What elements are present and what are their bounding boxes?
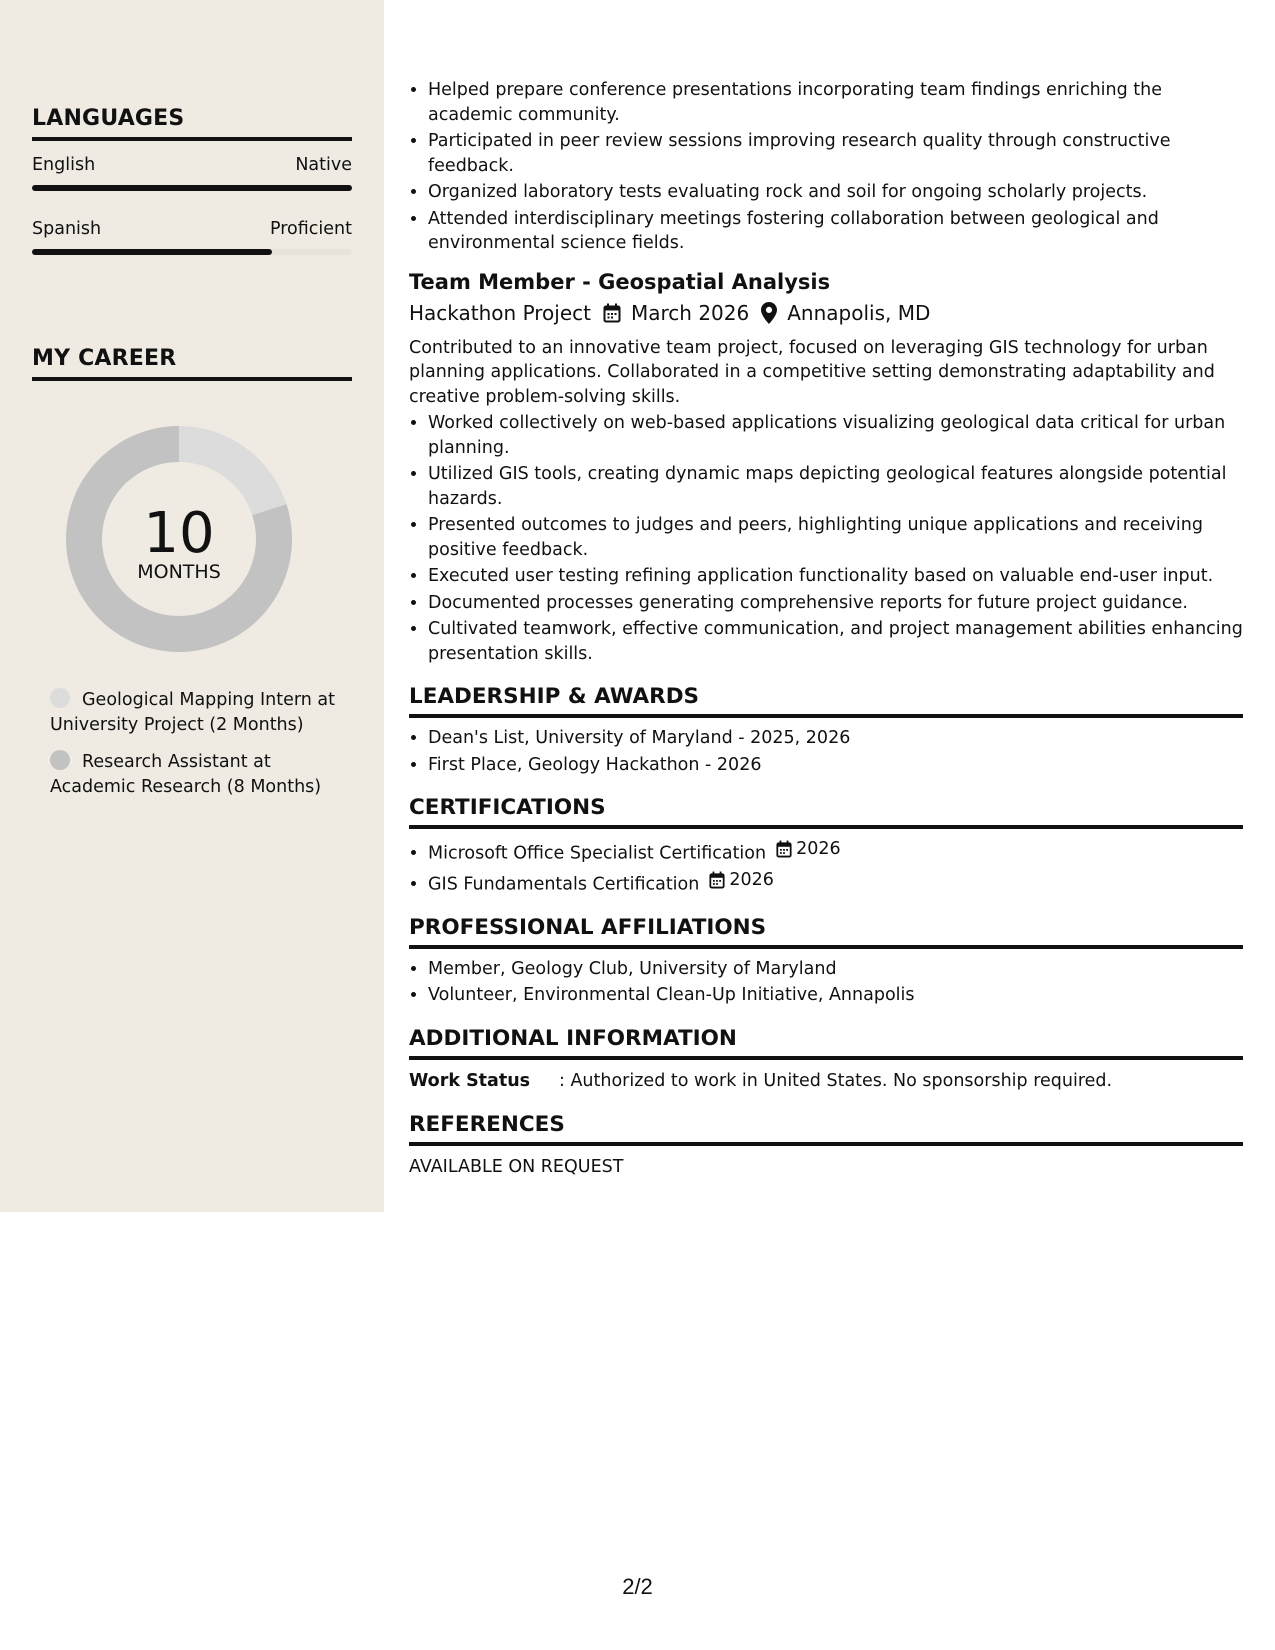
- language-level: Proficient: [270, 219, 352, 239]
- experience-location: Annapolis, MD: [787, 300, 931, 325]
- list-item: • Cultivated teamwork, effective communication, and project management abilities enhancing presentation skills.: [428, 617, 1243, 666]
- list-item: [428, 868, 1243, 897]
- sidebar: [0, 0, 384, 1212]
- page-number: 2/2: [622, 1574, 653, 1599]
- additional-info-section: [409, 1026, 1243, 1094]
- list-item: • Helped prepare conference presentations incorporating team findings enriching the academic community.: [428, 78, 1243, 127]
- certification-name: GIS Fundamentals Certification: [428, 874, 700, 894]
- main-content: [409, 78, 1243, 1180]
- languages-section: [32, 106, 352, 255]
- career-heading: MY CAREER: [32, 346, 352, 381]
- career-legend: [50, 688, 350, 812]
- affiliations-section: [409, 915, 1243, 1008]
- experience-meta: [409, 298, 1243, 328]
- career-total-value: 10: [143, 501, 215, 566]
- work-status-value: : Authorized to work in United States. No sponsorship required.: [559, 1070, 1113, 1091]
- list-item: • Worked collectively on web-based applications visualizing geological data critical for urban planning.: [428, 411, 1243, 460]
- career-legend-label: Geological Mapping Intern at University Project (2 Months): [50, 690, 336, 735]
- references-section: [409, 1112, 1243, 1180]
- references-heading: REFERENCES: [409, 1112, 1243, 1146]
- list-item: • Presented outcomes to judges and peers, highlighting unique applications and receiving positive feedback.: [428, 513, 1243, 562]
- experience-title: Team Member - Geospatial Analysis: [409, 269, 831, 294]
- certification-year-text: 2026: [796, 839, 841, 859]
- previous-role-bullets: [409, 78, 1243, 256]
- list-item: • Executed user testing refining application functionality based on valuable end-user input.: [428, 564, 1243, 589]
- language-proficiency-bar: [32, 249, 352, 255]
- list-item: • Participated in peer review sessions improving research quality through constructive feedback.: [428, 129, 1243, 178]
- certification-name: Microsoft Office Specialist Certification: [428, 843, 767, 864]
- list-item: • Documented processes generating comprehensive reports for future project guidance.: [428, 591, 1243, 616]
- language-level: Native: [295, 155, 352, 175]
- additional-info-heading: ADDITIONAL INFORMATION: [409, 1026, 1243, 1060]
- list-item: • Dean's List, University of Maryland - 2025, 2026: [428, 726, 1243, 751]
- experience-entry: [409, 268, 1243, 667]
- experience-organization: Hackathon Project: [409, 300, 591, 325]
- experience-description: Contributed to an innovative team project, focused on leveraging GIS technology for urban planning applications. Collaborated in a competitive setting demonstrating adaptability and creative problem-solving skills.: [409, 337, 1215, 407]
- list-item: • First Place, Geology Hackathon - 2026: [428, 753, 1243, 778]
- leadership-heading: LEADERSHIP & AWARDS: [409, 684, 1243, 718]
- certifications-heading: CERTIFICATIONS: [409, 795, 1243, 829]
- career-total-unit: MONTHS: [137, 561, 221, 583]
- work-status-row: [409, 1068, 1243, 1094]
- leadership-list: [409, 726, 1243, 777]
- calendar-icon: [603, 303, 621, 323]
- calendar-icon: [776, 840, 792, 858]
- list-item: • Organized laboratory tests evaluating rock and soil for ongoing scholarly projects.: [428, 180, 1243, 205]
- certifications-list: [409, 837, 1243, 897]
- career-section: [32, 346, 352, 381]
- legend-dot-icon: [50, 688, 70, 708]
- references-text: AVAILABLE ON REQUEST: [409, 1156, 624, 1177]
- career-legend-label: Research Assistant at Academic Research (8 Months): [50, 752, 322, 797]
- list-item: • Attended interdisciplinary meetings fostering collaboration between geological and environmental science fields.: [428, 207, 1243, 256]
- career-legend-item: [50, 688, 350, 738]
- list-item: • Volunteer, Environmental Clean-Up Initiative, Annapolis: [428, 983, 1243, 1008]
- affiliations-heading: PROFESSIONAL AFFILIATIONS: [409, 915, 1243, 949]
- work-status-label: Work Status: [409, 1070, 531, 1091]
- language-item: [32, 219, 352, 255]
- affiliations-list: [409, 957, 1243, 1008]
- career-legend-item: [50, 750, 350, 800]
- legend-dot-icon: [50, 750, 70, 770]
- language-name: English: [32, 155, 96, 175]
- list-item: • Utilized GIS tools, creating dynamic maps depicting geological features alongside potential hazards.: [428, 462, 1243, 511]
- certifications-section: [409, 795, 1243, 897]
- calendar-icon: [709, 871, 725, 889]
- language-proficiency-fill: [32, 185, 352, 191]
- location-pin-icon: [761, 302, 777, 324]
- leadership-section: [409, 684, 1243, 777]
- certification-year-text: 2026: [729, 869, 774, 890]
- language-name: Spanish: [32, 219, 102, 239]
- language-item: [32, 155, 352, 191]
- language-proficiency-bar: [32, 185, 352, 191]
- certification-year: [776, 837, 841, 862]
- career-donut: [66, 426, 292, 652]
- list-item: • Member, Geology Club, University of Maryland: [428, 957, 1243, 982]
- experience-bullets: [409, 411, 1243, 666]
- list-item: [428, 837, 1243, 866]
- certification-year: [709, 868, 774, 893]
- experience-date: March 2026: [631, 300, 750, 325]
- languages-heading: LANGUAGES: [32, 106, 352, 141]
- language-proficiency-fill: [32, 249, 272, 255]
